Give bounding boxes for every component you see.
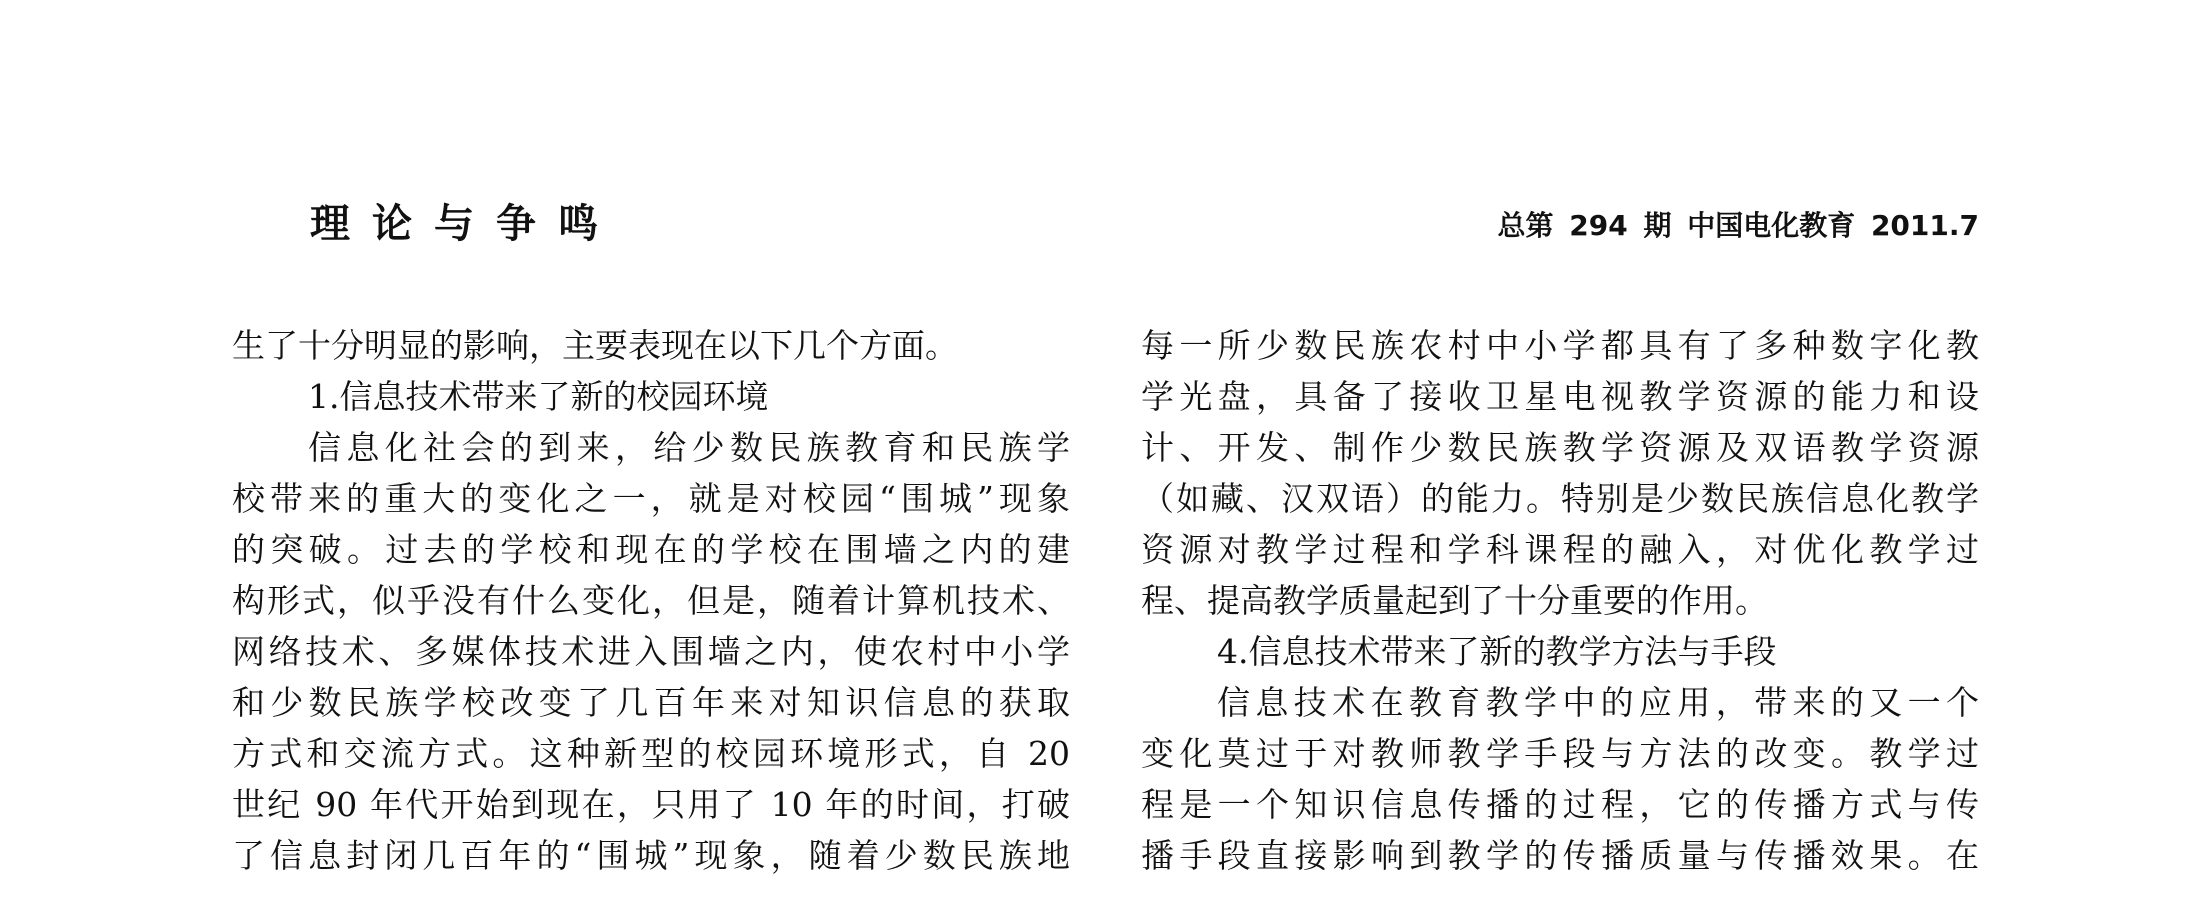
section-heading: 1.信息技术带来了新的校园环境 <box>308 377 769 416</box>
paragraph-line: 计、开发、制作少数民族教学资源及双语教学资源 <box>1141 428 1979 467</box>
right-text-column <box>1141 320 1979 881</box>
paragraph-line: 播手段直接影响到教学的传播质量与传播效果。在 <box>1141 836 1979 875</box>
paragraph-line: 网络技术、多媒体技术进入围墙之内，使农村中小学 <box>232 632 1070 671</box>
paragraph-line: （如藏、汉双语）的能力。特别是少数民族信息化教学 <box>1141 479 1979 518</box>
paragraph-line: 变化莫过于对教师教学手段与方法的改变。教学过 <box>1141 734 1979 773</box>
paragraph-line: 程是一个知识信息传播的过程，它的传播方式与传 <box>1141 785 1979 824</box>
paragraph-line: 学光盘，具备了接收卫星电视教学资源的能力和设 <box>1141 377 1979 416</box>
paragraph-line: 的突破。过去的学校和现在的学校在围墙之内的建 <box>232 530 1070 569</box>
paragraph-line: 和少数民族学校改变了几百年来对知识信息的获取 <box>232 683 1070 722</box>
paragraph-line: 世纪 90 年代开始到现在，只用了 10 年的时间，打破 <box>232 785 1070 824</box>
paragraph-line: 每一所少数民族农村中小学都具有了多种数字化教 <box>1141 326 1979 365</box>
paragraph-line: 构形式，似乎没有什么变化，但是，随着计算机技术、 <box>232 581 1070 620</box>
paragraph-line: 程、提高教学质量起到了十分重要的作用。 <box>1141 581 1768 620</box>
left-text-column <box>232 320 1070 881</box>
paragraph-line: 生了十分明显的影响，主要表现在以下几个方面。 <box>232 326 958 365</box>
paragraph-line: 校带来的重大的变化之一，就是对校园“围城”现象 <box>232 479 1070 518</box>
section-heading: 4.信息技术带来了新的教学方法与手段 <box>1217 632 1777 671</box>
paragraph-line: 了信息封闭几百年的“围城”现象，随着少数民族地 <box>232 836 1070 875</box>
paragraph-line: 信息化社会的到来，给少数民族教育和民族学 <box>308 428 1070 467</box>
paragraph-line: 资源对教学过程和学科课程的融入，对优化教学过 <box>1141 530 1979 569</box>
journal-issue-info: 总第 294 期 中国电化教育 2011.7 <box>1497 209 1979 242</box>
paragraph-line: 方式和交流方式。这种新型的校园环境形式，自 20 <box>232 734 1070 773</box>
paragraph-line: 信息技术在教育教学中的应用，带来的又一个 <box>1217 683 1979 722</box>
section-title: 理论与争鸣 <box>310 201 620 247</box>
